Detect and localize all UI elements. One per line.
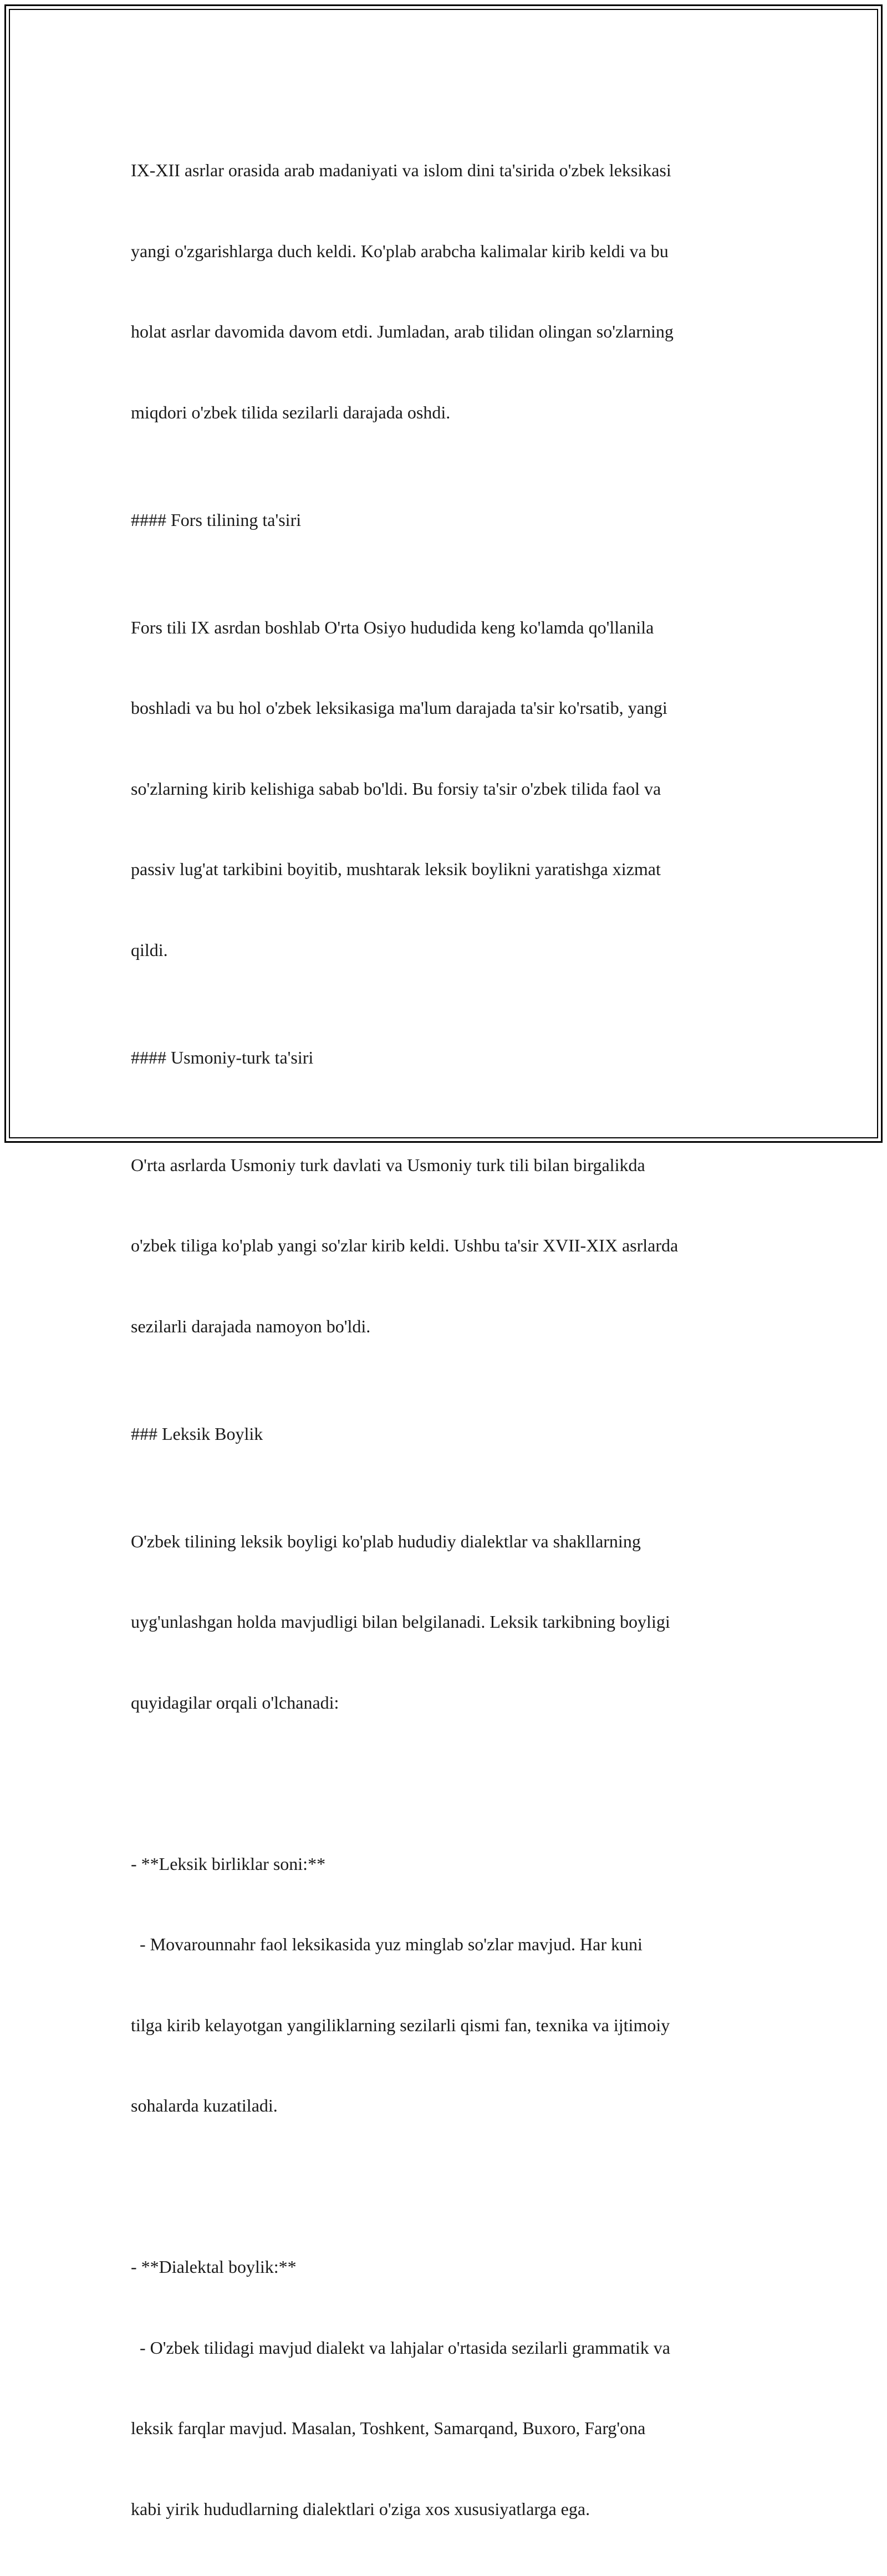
text-line: leksik farqlar mavjud. Masalan, Toshkent, Samarqand, Buxoro, Farg'ona	[131, 2418, 646, 2438]
heading-leksik-boylik: ### Leksik Boylik	[131, 1423, 263, 1444]
text-line: IX-XII asrlar orasida arab madaniyati va islom dini ta'sirida o'zbek leksikasi	[131, 160, 671, 180]
heading-fors: #### Fors tilining ta'siri	[131, 509, 302, 530]
text-line: boshladi va bu hol o'zbek leksikasiga ma'lum darajada ta'sir ko'rsatib, yangi	[131, 698, 667, 718]
text-line: holat asrlar davomida davom etdi. Jumladan, arab tilidan olingan so'zlarning	[131, 321, 674, 341]
list-item-title: - **Dialektal boylik:**	[131, 2257, 297, 2277]
text-line: o'zbek tiliga ko'plab yangi so'zlar kirib keldi. Ushbu ta'sir XVII-XIX asrlarda	[131, 1235, 679, 1255]
text-line: - Movarounnahr faol leksikasida yuz minglab so'zlar mavjud. Har kuni	[131, 1934, 643, 1954]
text-line: O'rta asrlarda Usmoniy turk davlati va Usmoniy turk tili bilan birgalikda	[131, 1154, 645, 1175]
text-line: passiv lug'at tarkibini boyitib, mushtarak leksik boylikni yaratishga xizmat	[131, 859, 661, 879]
list-item-title: - **Leksik birliklar soni:**	[131, 1853, 326, 1874]
document-body	[131, 103, 768, 2576]
text-line: Fors tili IX asrdan boshlab O'rta Osiyo hududida keng ko'lamda qo'llanila	[131, 617, 654, 637]
text-line: - O'zbek tilidagi mavjud dialekt va lahjalar o'rtasida sezilarli grammatik va	[131, 2337, 670, 2358]
text-line: sezilarli darajada namoyon bo'ldi.	[131, 1316, 371, 1336]
text-line: yangi o'zgarishlarga duch keldi. Ko'plab arabcha kalimalar kirib keldi va bu	[131, 241, 669, 261]
text-line: uyg'unlashgan holda mavjudligi bilan belgilanadi. Leksik tarkibning boyligi	[131, 1612, 670, 1632]
paragraph-arab-influence	[131, 103, 768, 479]
text-line: quyidagilar orqali o'lchanadi:	[131, 1692, 339, 1713]
list-item-dialektal-boylik	[131, 2200, 768, 2576]
text-line: so'zlarning kirib kelishiga sabab bo'ldi. Bu forsiy ta'sir o'zbek tilida faol va	[131, 778, 661, 799]
text-line: qildi.	[131, 939, 168, 960]
heading-usmoniy: #### Usmoniy-turk ta'siri	[131, 1047, 314, 1067]
text-line: kabi yirik hududlarning dialektlari o'ziga xos xususiyatlarga ega.	[131, 2498, 590, 2519]
paragraph-fors-influence	[131, 560, 768, 1018]
paragraph-usmoniy-influence	[131, 1098, 768, 1394]
text-line: sohalarda kuzatiladi.	[131, 2095, 278, 2115]
text-line: miqdori o'zbek tilida sezilarli darajada oshdi.	[131, 402, 451, 422]
text-line: O'zbek tilining leksik boyligi ko'plab hududiy dialektlar va shakllarning	[131, 1531, 641, 1551]
list-item-leksik-birliklar	[131, 1797, 768, 2173]
text-line: tilga kirib kelayotgan yangiliklarning sezilarli qismi fan, texnika va ijtimoiy	[131, 2015, 670, 2035]
paragraph-leksik-boylik	[131, 1474, 768, 1770]
